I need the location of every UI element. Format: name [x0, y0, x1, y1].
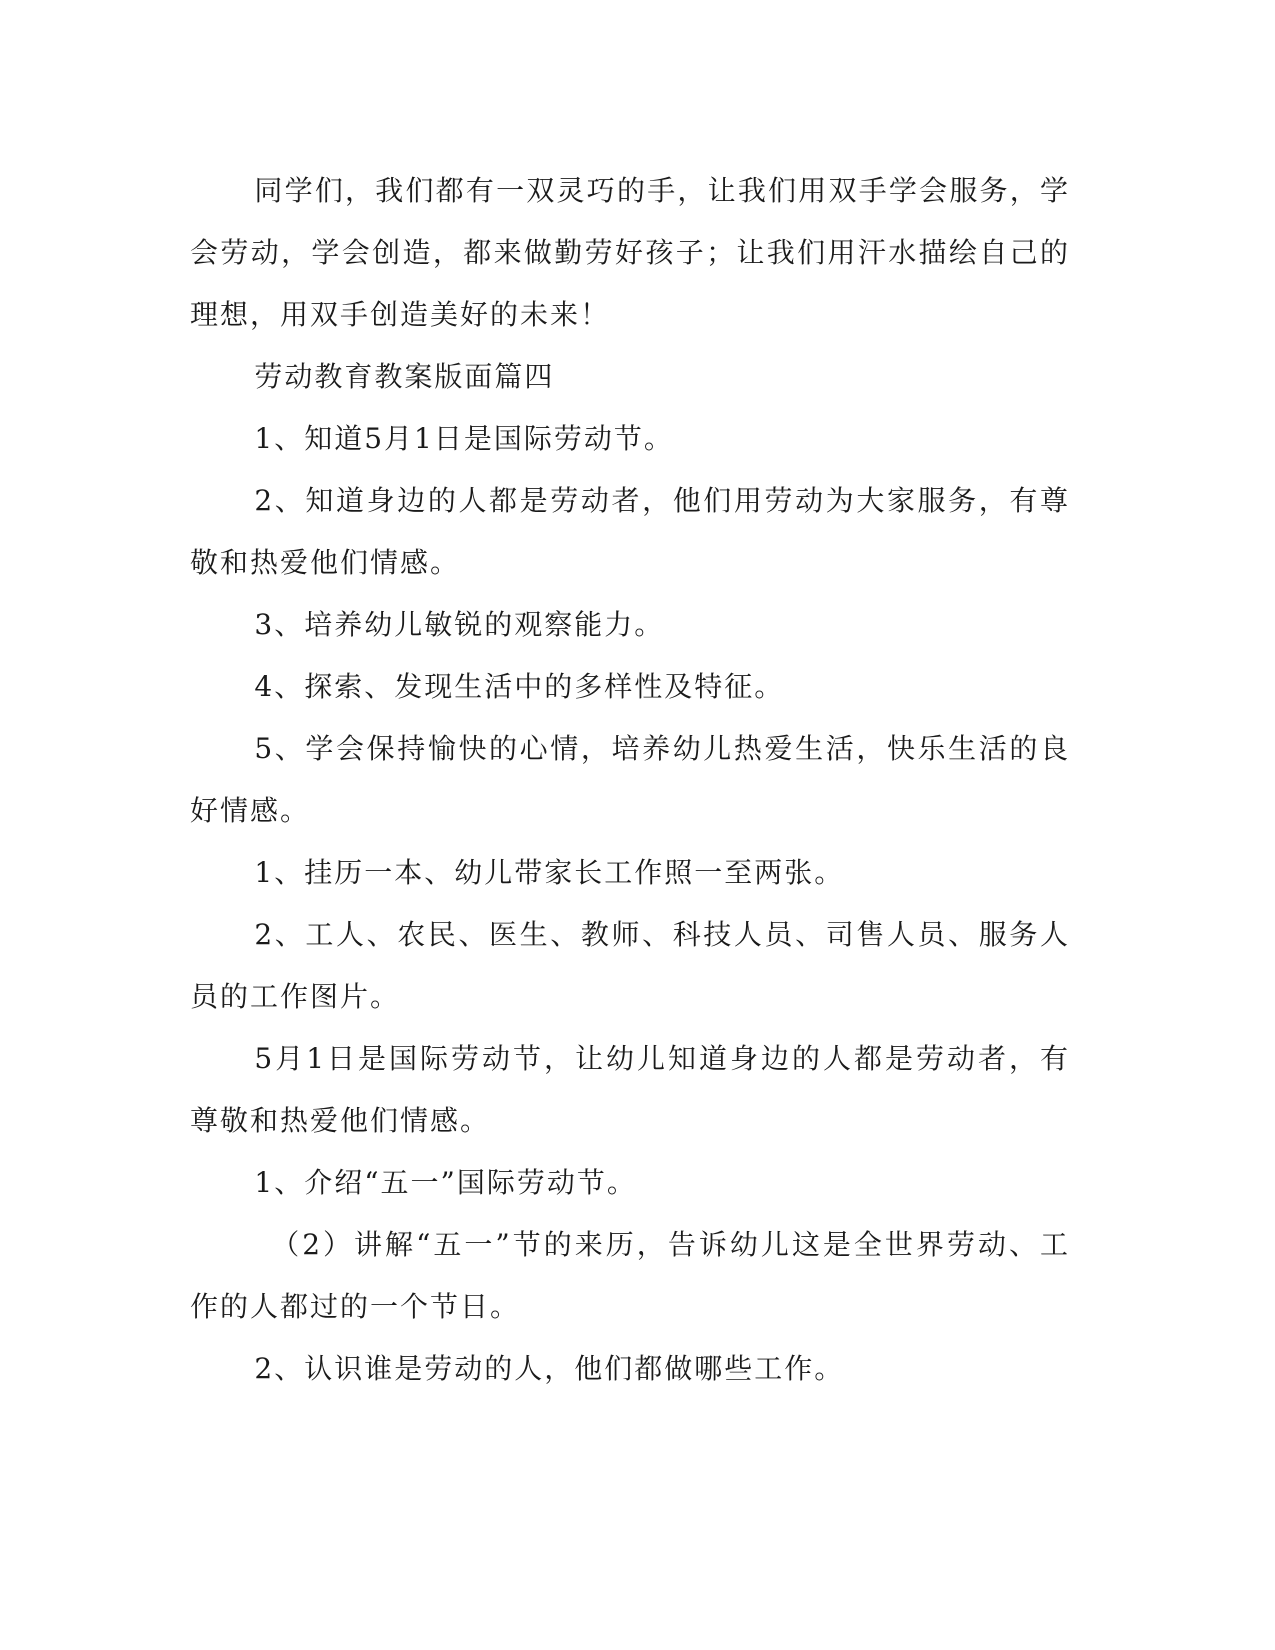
goal-item-5: 5、学会保持愉快的心情，培养幼儿热爱生活，快乐生活的良好情感。 — [190, 732, 1070, 827]
document-body — [190, 160, 1070, 1400]
preparation-item-1: 1、挂历一本、幼儿带家长工作照一至两张。 — [254, 856, 845, 889]
goal-item-3: 3、培养幼儿敏锐的观察能力。 — [254, 608, 665, 641]
preparation-item-2: 2、工人、农民、医生、教师、科技人员、司售人员、服务人员的工作图片。 — [190, 918, 1070, 1013]
closing-paragraph: 同学们，我们都有一双灵巧的手，让我们用双手学会服务，学会劳动，学会创造，都来做勤劳好孩子；让我们用汗水描绘自己的理想，用双手创造美好的未来！ — [190, 174, 1070, 331]
process-step-2: 2、认识谁是劳动的人，他们都做哪些工作。 — [254, 1352, 845, 1385]
process-step-1: 1、介绍“五一”国际劳动节。 — [254, 1166, 637, 1199]
goal-item-4: 4、探索、发现生活中的多样性及特征。 — [254, 670, 785, 703]
section-title: 劳动教育教案版面篇四 — [254, 360, 555, 393]
goal-item-1: 1、知道5月1日是国际劳动节。 — [254, 422, 674, 455]
process-step-1-sub-2: （2）讲解“五一”节的来历，告诉幼儿这是全世界劳动、工作的人都过的一个节日。 — [190, 1228, 1070, 1323]
goal-item-2: 2、知道身边的人都是劳动者，他们用劳动为大家服务，有尊敬和热爱他们情感。 — [190, 484, 1070, 579]
focus-paragraph: 5月1日是国际劳动节，让幼儿知道身边的人都是劳动者，有尊敬和热爱他们情感。 — [190, 1042, 1070, 1137]
